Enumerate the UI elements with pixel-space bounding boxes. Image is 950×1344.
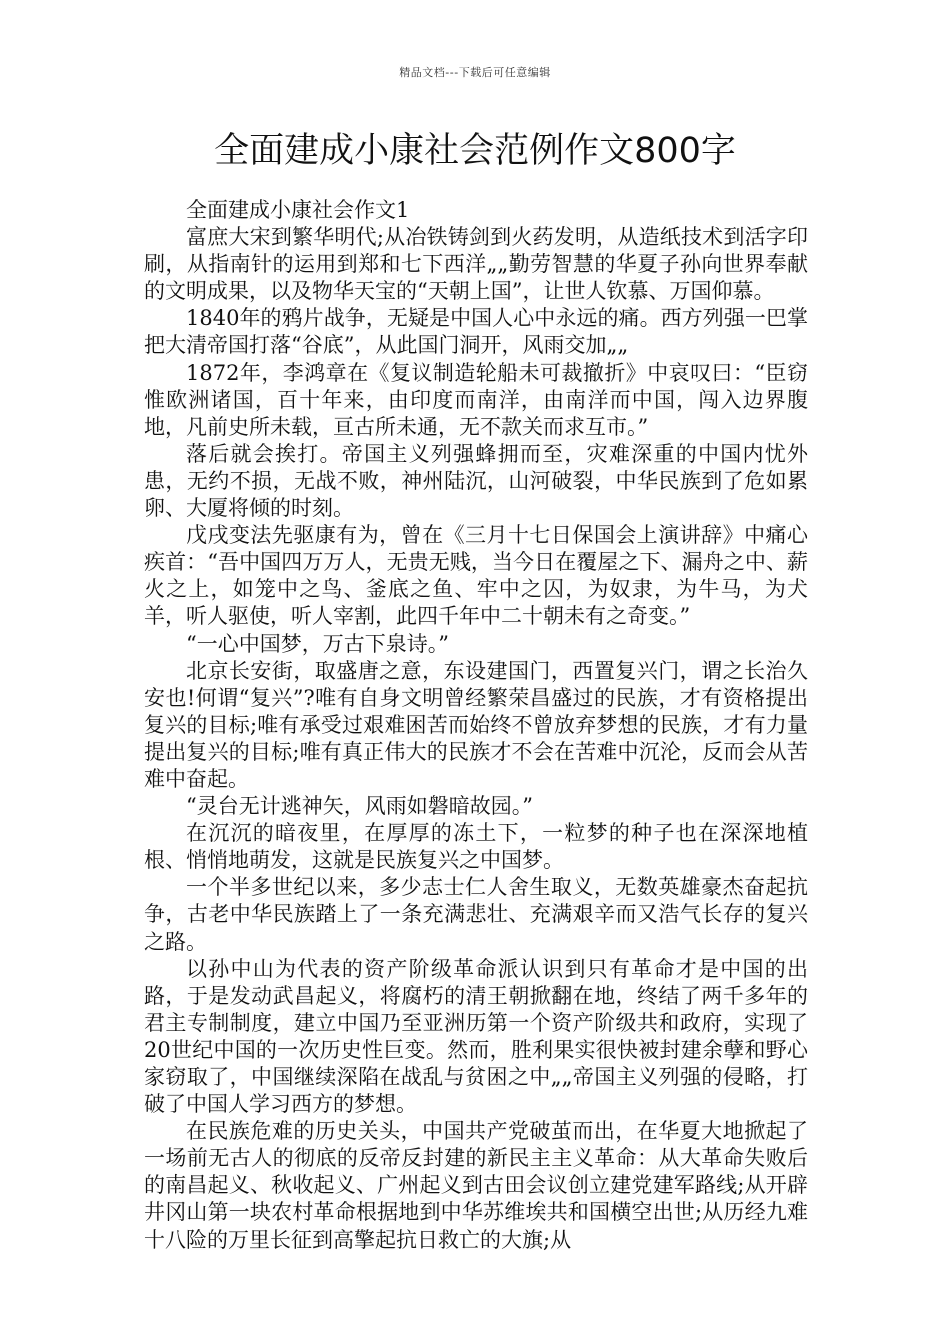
paragraph: 以孙中山为代表的资产阶级革命派认识到只有革命才是中国的出路，于是发动武昌起义，将腐朽的清王朝掀翻在地，终结了两千多年的君主专制制度，建立中国乃至亚洲历第一个资产阶级共和政府，实现了20世纪中国的一次历史性巨变。然而，胜利果实很快被封建余孽和野心家窃取了，中国继续深陷在战乱与贫困之中„„帝国主义列强的侵略，打破了中国人学习西方的梦想。	[144, 956, 808, 1117]
document-title: 全面建成小康社会范例作文800字	[214, 131, 736, 171]
paragraph: “灵台无计逃神矢，风雨如磐暗故园。”	[186, 794, 533, 819]
paragraph: 一个半多世纪以来，多少志士仁人舍生取义，无数英雄豪杰奋起抗争，古老中华民族踏上了一条充满悲壮、充满艰辛而又浩气长存的复兴之路。	[144, 875, 808, 954]
document-body	[144, 197, 808, 1254]
paragraph: 富庶大宋到繁华明代;从冶铁铸剑到火药发明，从造纸技术到活字印刷，从指南针的运用到郑和七下西洋„„勤劳智慧的华夏子孙向世界奉献的文明成果，以及物华天宝的“天朝上国”，让世人钦慕、万国仰慕。	[144, 225, 808, 304]
paragraph: 1840年的鸦片战争，无疑是中国人心中永远的痛。西方列强一巴掌把大清帝国打落“谷底”，从此国门洞开，风雨交加„„	[144, 306, 808, 358]
paragraph: “一心中国梦，万古下泉诗。”	[186, 631, 449, 656]
paragraph: 北京长安街，取盛唐之意，东设建国门，西置复兴门，谓之长治久安也!何谓“复兴”?唯有自身文明曾经繁荣昌盛过的民族，才有资格提出复兴的目标;唯有承受过艰难困苦而始终不曾放弃梦想的民族，才有力量提出复兴的目标;唯有真正伟大的民族才不会在苦难中沉沦，反而会从苦难中奋起。	[144, 658, 808, 791]
paragraph: 戊戌变法先驱康有为，曾在《三月十七日保国会上演讲辞》中痛心疾首：“吾中国四万万人，无贵无贱，当今日在覆屋之下、漏舟之中、薪火之上，如笼中之鸟、釜底之鱼、牢中之囚，为奴隶，为牛马，为犬羊，听人驱使，听人宰割，此四千年中二十朝未有之奇变。”	[144, 523, 808, 629]
paragraph: 落后就会挨打。帝国主义列强蜂拥而至，灾难深重的中国内忧外患，无约不损，无战不败，神州陆沉，山河破裂，中华民族到了危如累卵、大厦将倾的时刻。	[144, 441, 808, 521]
paragraph: 1872年，李鸿章在《复议制造轮船未可裁撤折》中哀叹曰：“臣窃惟欧洲诸国，百十年来，由印度而南洋，由南洋而中国，闯入边界腹地，凡前史所未载，亘古所未通，无不款关而求互市。”	[144, 360, 808, 439]
paragraph: 全面建成小康社会作文1	[186, 198, 410, 222]
header-note: 精品文档---下载后可任意编辑	[399, 66, 551, 79]
paragraph: 在沉沉的暗夜里，在厚厚的冻土下，一粒梦的种子也在深深地植根、悄悄地萌发，这就是民族复兴之中国梦。	[144, 821, 808, 873]
paragraph: 在民族危难的历史关头，中国共产党破茧而出，在华夏大地掀起了一场前无古人的彻底的反帝反封建的新民主主义革命：从大革命失败后的南昌起义、秋收起义、广州起义到古田会议创立建党建军路线;从开辟井冈山第一块农村革命根据地到中华苏维埃共和国横空出世;从历经九难十八险的万里长征到高擎起抗日救亡的大旗;从	[144, 1119, 808, 1252]
